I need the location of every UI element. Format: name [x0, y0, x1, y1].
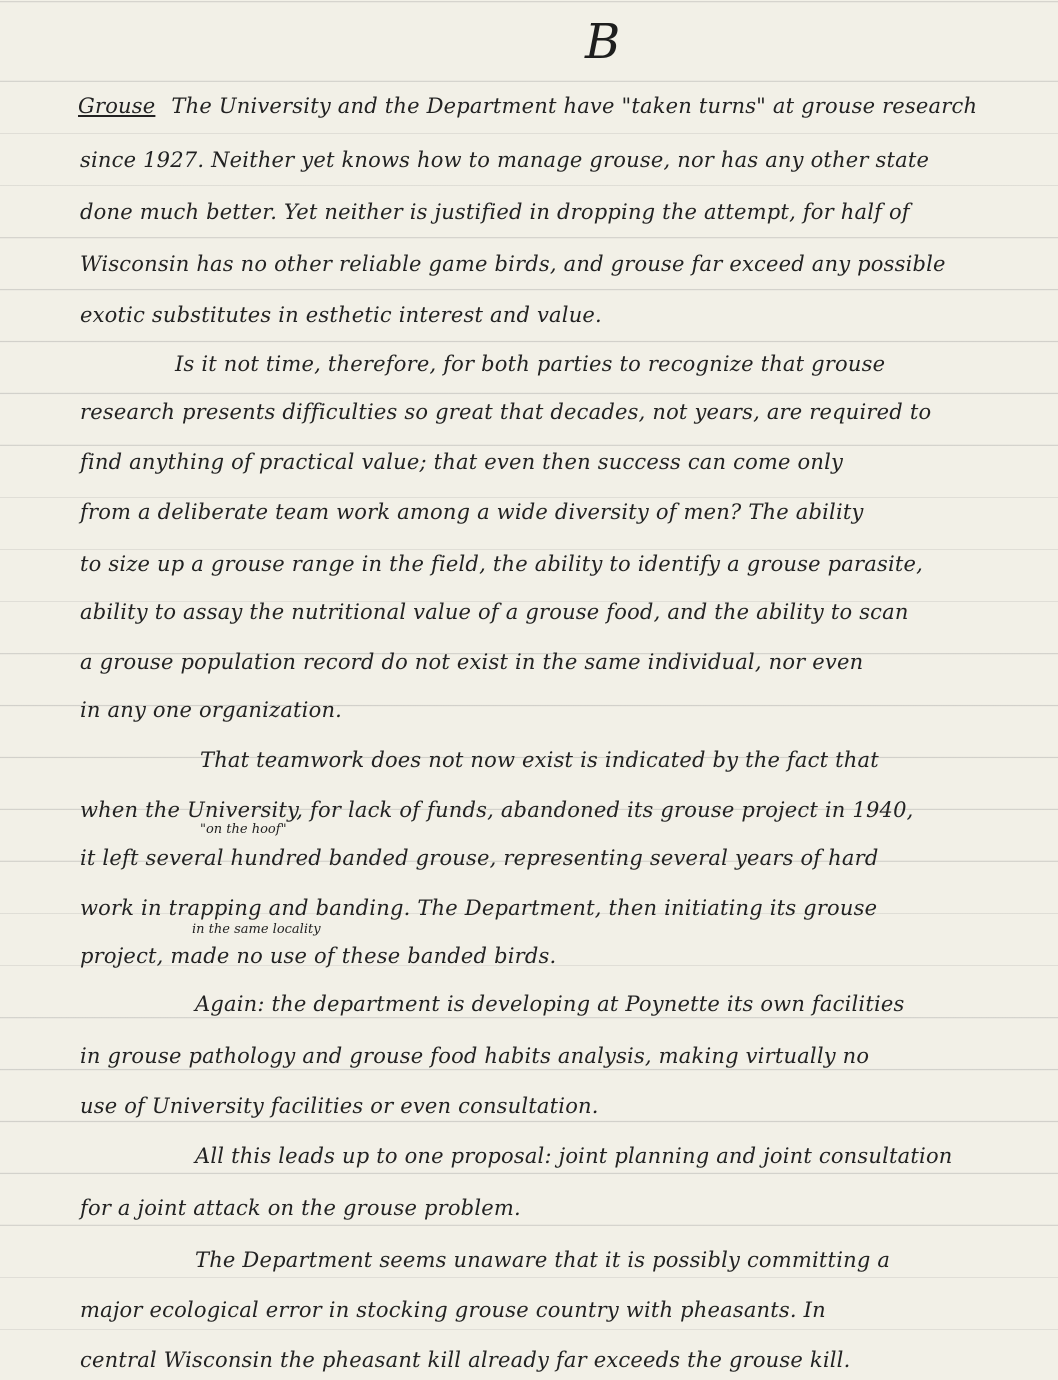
text-line: [78, 94, 977, 118]
line-text: The University and the Department have "taken turns" at grouse research: [171, 94, 978, 118]
page-label: B: [585, 14, 621, 70]
text-line: work in trapping and banding. The Department, then initiating its grouse: [80, 896, 878, 920]
text-line: done much better. Yet neither is justified in dropping the attempt, for half of: [80, 200, 910, 224]
text-line: The Department seems unaware that it is possibly committing a: [195, 1248, 891, 1272]
text-line: Wisconsin has no other reliable game birds, and grouse far exceed any possible: [80, 252, 946, 276]
text-line: in grouse pathology and grouse food habits analysis, making virtually no: [80, 1044, 870, 1068]
text-line: central Wisconsin the pheasant kill already far exceeds the grouse kill.: [80, 1348, 851, 1372]
text-line: find anything of practical value; that even then success can come only: [80, 450, 844, 474]
text-line: ability to assay the nutritional value of a grouse food, and the ability to scan: [80, 600, 909, 624]
text-line: project, made no use of these banded birds.: [80, 944, 557, 968]
text-line: All this leads up to one proposal: joint planning and joint consultation: [195, 1144, 953, 1168]
text-line: major ecological error in stocking grouse country with pheasants. In: [80, 1298, 826, 1322]
text-line: Is it not time, therefore, for both parties to recognize that grouse: [175, 352, 886, 376]
text-line: use of University facilities or even consultation.: [80, 1094, 599, 1118]
text-line: Again: the department is developing at Poynette its own facilities: [195, 992, 905, 1016]
interlinear-insertion: "on the hoof": [200, 822, 287, 837]
text-line: for a joint attack on the grouse problem.: [80, 1196, 521, 1220]
interlinear-insertion: in the same locality: [192, 922, 321, 937]
text-line: That teamwork does not now exist is indicated by the fact that: [200, 748, 879, 772]
text-line: research presents difficulties so great that decades, not years, are required to: [80, 400, 932, 424]
text-line: it left several hundred banded grouse, representing several years of hard: [80, 846, 879, 870]
text-line: in any one organization.: [80, 698, 343, 722]
section-heading: Grouse: [78, 94, 156, 118]
text-line: when the University, for lack of funds, abandoned its grouse project in 1940,: [80, 798, 914, 822]
text-line: from a deliberate team work among a wide diversity of men? The ability: [80, 500, 864, 524]
text-line: a grouse population record do not exist in the same individual, nor even: [80, 650, 864, 674]
text-line: since 1927. Neither yet knows how to manage grouse, nor has any other state: [80, 148, 930, 172]
text-line: exotic substitutes in esthetic interest and value.: [80, 303, 602, 327]
text-line: to size up a grouse range in the field, the ability to identify a grouse parasite,: [80, 552, 923, 576]
